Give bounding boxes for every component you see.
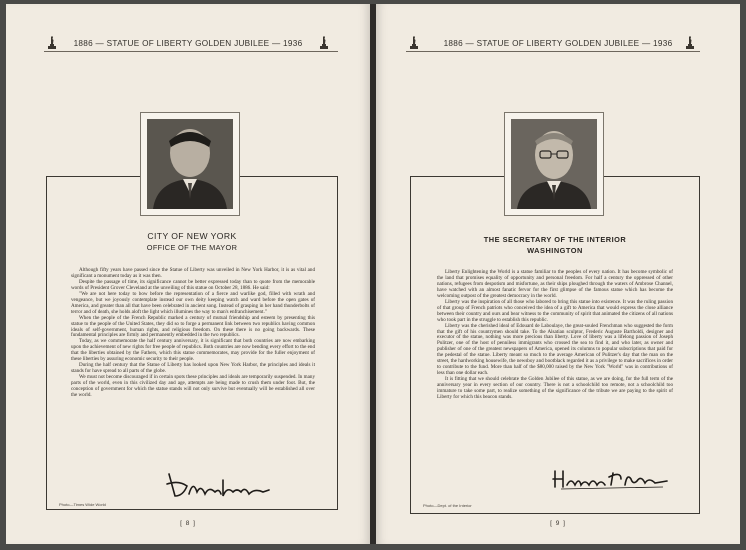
left-page bbox=[6, 4, 370, 544]
left-page-header bbox=[6, 36, 370, 52]
letter-title: CITY OF NEW YORK bbox=[147, 231, 237, 241]
header-title: 1886 — STATUE OF LIBERTY GOLDEN JUBILEE — 1936 bbox=[73, 39, 303, 48]
paragraph: We must not become discouraged if in certain spots these principles and ideals are temporarily suspended. In many parts of the world, even in this civilized day and age, attempts are being made to crush them under foot. But, the conception of government for which the statue stands will not only survive but eventually will be established all over the world. bbox=[71, 374, 315, 399]
paragraph: Liberty Enlightening the World is a statue familiar to the peoples of every nation. It has become symbolic of the land that promises equality of opportunity and personal freedom. For half a century the oppressed of other nations, refugees from despotism and misfortune, as their ships ploughed through the waters of Ambrose Channel, have watched with an almost fanatic fervor for the first glimpse of the famous statue which has become the welcoming outpost of the greatest democracy in the world. bbox=[437, 269, 673, 299]
letter-frame bbox=[410, 176, 700, 514]
letter-subtitle: OFFICE OF THE MAYOR bbox=[146, 243, 238, 252]
page-number: [ 9 ] bbox=[550, 520, 566, 527]
paragraph: It is fitting that we should celebrate the Golden Jubilee of this statue, as we are doing, for the full term of the anniversary year in every section of our country. There is not a schoolchild too remote, not a schoolchild too immature to take some part, to realize something of the significance of the tribute we are paying to the spirit of Liberty for which this beacon stands. bbox=[437, 376, 673, 401]
page-number: [ 8 ] bbox=[180, 520, 196, 527]
paragraph: Although fifty years have passed since the Statue of Liberty was unveiled in New York Harbor, it is as vital and significant a monument today as it was then. bbox=[71, 267, 315, 279]
portrait-photo bbox=[140, 112, 240, 216]
paragraph: During the half century that the Statue of Liberty has looked upon New York Harbor, the principles and ideals it stands for have spread to all parts of the globe. bbox=[71, 362, 315, 375]
letter-body bbox=[437, 270, 673, 401]
header-title: 1886 — STATUE OF LIBERTY GOLDEN JUBILEE — 1936 bbox=[443, 39, 673, 48]
letter-subtitle: WASHINGTON bbox=[527, 246, 583, 255]
header-rule bbox=[44, 51, 338, 52]
photo-credit: Photo—Times Wide World bbox=[59, 502, 106, 507]
portrait-photo bbox=[504, 112, 604, 216]
letter-title: THE SECRETARY OF THE INTERIOR bbox=[483, 235, 627, 244]
letter-frame bbox=[46, 176, 338, 510]
photo-credit: Photo—Dept. of the Interior bbox=[423, 503, 472, 508]
secretary-signature bbox=[551, 467, 673, 491]
statue-of-liberty-icon bbox=[684, 36, 696, 50]
right-page-header bbox=[376, 36, 740, 52]
paragraph: When the people of the French Republic marked a century of mutual friendship and esteem by presenting this statue to the people of the United States, they did so to forge a permanent link between two republics having common ideals of self-government, human rights, and religious freedom. On these there is no going backwards. These fundamental principles are firmly and permanently embedded in the two republics. bbox=[71, 314, 315, 339]
paragraph: Liberty was the cherished ideal of Edouard de Laboulaye, the great-souled Frenchman who suggested the form that the gift of his countrymen should take. To the Alsatian sculptor, Frederic Auguste Bartholdi, designer and executor of the statue, nothing was more precious than liberty. Love of liberty was a lifelong passion of Joseph Pulitzer, one of the host of penniless immigrants who crossed the sea to find it, and who later, as owner and publisher of one of the greatest newspapers of America, opened its columns to popular subscriptions that paid for the pedestal of the statue. Liberty meant so much to the average American of Pulitzer's day that the man on the street, the hardworking housewife, the newsboy and bootblack regarded it as a privilege to make sacrifices in order to contribute to the fund. More than half of the $80,000 raised by the New York "World" was in contributions of less than one dollar each. bbox=[437, 322, 673, 377]
paragraph: Today, as we commemorate the half century anniversary, it is significant that both countries are now embarking upon the achievement of new rights for free people of republics. Both countries are now bending every effort to the end that the liberties obtained by the Fathers, which this statue commemorates, may provide for the fuller enjoyment of these liberties by assuring economic security to their people. bbox=[71, 338, 315, 363]
header-rule bbox=[406, 51, 700, 52]
statue-of-liberty-icon bbox=[318, 36, 330, 50]
letter-body bbox=[71, 268, 315, 399]
right-page bbox=[376, 4, 740, 544]
mayor-signature bbox=[165, 470, 275, 502]
paragraph: "We are not here today to bow before the representation of a fierce and warlike god, filled with wrath and vengeance, but we joyously contemplate instead our own deity keeping watch and ward before the open gates of America, and greater than all that have been celebrated in ancient song. Instead of grasping in her hand thunderbolts of terror and of death, she holds aloft the light which illumines the way to man's enfranchisement." bbox=[71, 290, 315, 315]
paragraph: Despite the passage of time, its significance cannot be better expressed today than to quote from the memorable words of President Grover Cleveland at the unveiling of this statue on October 28, 1886. He said: bbox=[71, 278, 315, 291]
mayor-portrait bbox=[147, 119, 233, 209]
paragraph: Liberty was the inspiration of all those who labored to bring this statue into existence. It was the ruling passion of that group of French patriots who conceived the idea of a gift to America that would express the close alliance between their country and ours and bear witness to the community of spirit that animated the citizens of all nations who took part in the struggle to establish this republic. bbox=[437, 298, 673, 323]
secretary-portrait bbox=[511, 119, 597, 209]
